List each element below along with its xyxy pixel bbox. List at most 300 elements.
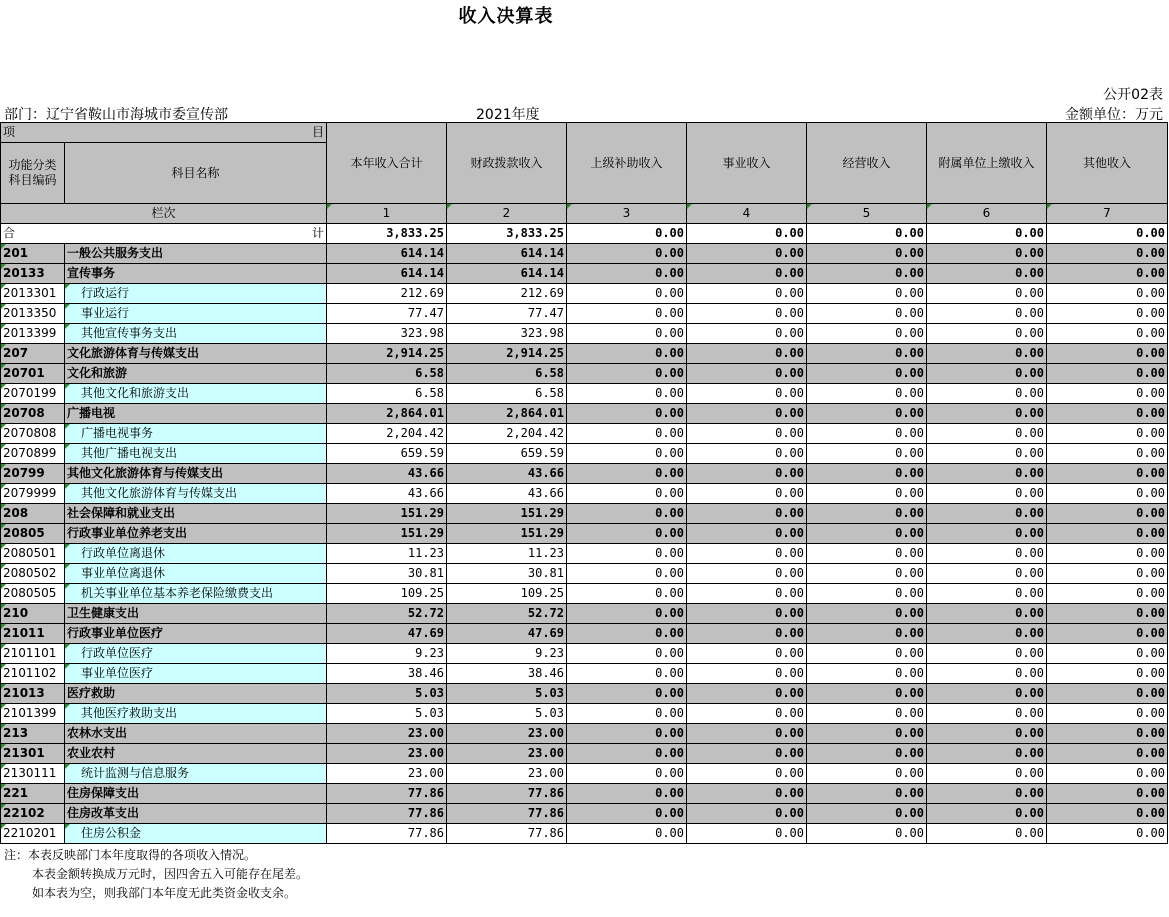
total-value-cell: 151.29 [327,504,447,524]
item-left-label: 项 [3,125,16,139]
subject-code-cell: 2210201 [1,824,65,844]
table-row [1,504,1168,524]
total-value-cell: 77.47 [327,304,447,324]
subject-code-cell: 2013301 [1,284,65,304]
fiscal-value-cell: 212.69 [447,284,567,304]
subject-name-cell: 行政单位医疗 [65,644,327,664]
subject-name-cell: 农林水支出 [65,724,327,744]
zero-value-cell: 0.00 [1047,564,1168,584]
zero-value-cell: 0.00 [567,784,687,804]
fiscal-value-cell: 659.59 [447,444,567,464]
zero-value-cell: 0.00 [687,704,807,724]
total-value-cell: 43.66 [327,484,447,504]
zero-value-cell: 0.00 [807,624,927,644]
subject-name-cell: 行政单位离退休 [65,544,327,564]
zero-value-cell: 0.00 [927,604,1047,624]
fiscal-value-cell: 47.69 [447,624,567,644]
zero-value-cell: 0.00 [807,264,927,284]
zero-value-cell: 0.00 [1047,364,1168,384]
zero-value-cell: 0.00 [807,484,927,504]
zero-value-cell: 0.00 [567,764,687,784]
total-value-cell: 2,914.25 [327,344,447,364]
subject-code-cell: 2070899 [1,444,65,464]
table-row [1,824,1168,844]
zero-value-cell: 0.00 [1047,684,1168,704]
subject-code-cell: 20701 [1,364,65,384]
zero-value-cell: 0.00 [927,244,1047,264]
subject-name-cell: 其他医疗救助支出 [65,704,327,724]
col-superior-header: 上级补助收入 [567,123,687,204]
fiscal-value-cell: 23.00 [447,764,567,784]
zero-value-cell: 0.00 [687,584,807,604]
subject-name-cell: 广播电视事务 [65,424,327,444]
subject-code-cell: 208 [1,504,65,524]
total-right-label: 计 [311,226,324,240]
zero-value-cell: 0.00 [687,744,807,764]
zero-value-cell: 0.00 [807,284,927,304]
fiscal-value-cell: 614.14 [447,244,567,264]
zero-value-cell: 0.00 [927,484,1047,504]
total-value-cell: 5.03 [327,684,447,704]
total-value-cell: 9.23 [327,644,447,664]
zero-value-cell: 0.00 [567,324,687,344]
total-value-cell: 11.23 [327,544,447,564]
fiscal-value-cell: 23.00 [447,744,567,764]
zero-value-cell: 0.00 [567,284,687,304]
subject-name-cell: 住房保障支出 [65,784,327,804]
table-row [1,424,1168,444]
total-value-cell: 614.14 [327,264,447,284]
subject-name-cell: 一般公共服务支出 [65,244,327,264]
table-row [1,724,1168,744]
zero-value-cell: 0.00 [567,404,687,424]
fiscal-value-cell: 77.86 [447,804,567,824]
zero-value-cell: 0.00 [807,424,927,444]
fiscal-value-cell: 77.86 [447,824,567,844]
zero-value-cell: 0.00 [807,444,927,464]
column-index-cell: 6 [927,204,1047,224]
subject-name-header: 科目名称 [65,143,327,204]
item-header-cell [1,123,327,143]
subject-name-cell: 其他宣传事务支出 [65,324,327,344]
subject-code-cell: 2101102 [1,664,65,684]
zero-value-cell: 0.00 [687,424,807,444]
table-row [1,544,1168,564]
zero-value-cell: 0.00 [567,644,687,664]
zero-value-cell: 0.00 [1047,744,1168,764]
zero-value-cell: 0.00 [687,544,807,564]
zero-value-cell: 0.00 [567,344,687,364]
zero-value-cell: 0.00 [567,244,687,264]
table-row [1,764,1168,784]
zero-value-cell: 0.00 [1047,544,1168,564]
total-value-cell: 38.46 [327,664,447,684]
subject-name-cell: 其他广播电视支出 [65,444,327,464]
zero-value-cell: 0.00 [807,244,927,264]
zero-value-cell: 0.00 [1047,444,1168,464]
zero-value-cell: 0.00 [687,824,807,844]
zero-value-cell: 0.00 [807,504,927,524]
fiscal-value-cell: 77.47 [447,304,567,324]
zero-value-cell: 0.00 [567,464,687,484]
subject-code-cell: 20133 [1,264,65,284]
subject-name-cell: 宣传事务 [65,264,327,284]
zero-value-cell: 0.00 [927,324,1047,344]
total-value-cell: 212.69 [327,284,447,304]
zero-value-cell: 0.00 [807,644,927,664]
fiscal-value-cell: 77.86 [447,784,567,804]
table-row [1,244,1168,264]
income-table [0,122,1168,844]
subject-name-cell: 住房改革支出 [65,804,327,824]
fiscal-value-cell: 5.03 [447,704,567,724]
zero-value-cell: 0.00 [807,724,927,744]
subject-name-cell: 住房公积金 [65,824,327,844]
table-row [1,684,1168,704]
zero-value-cell: 0.00 [1047,764,1168,784]
zero-value-cell: 0.00 [687,484,807,504]
subject-code-cell: 2080502 [1,564,65,584]
table-row [1,704,1168,724]
subject-code-cell: 201 [1,244,65,264]
zero-value-cell: 0.00 [1047,384,1168,404]
table-row [1,284,1168,304]
column-index-cell: 3 [567,204,687,224]
column-index-cell: 1 [327,204,447,224]
fiscal-value-cell: 5.03 [447,684,567,704]
zero-value-cell: 0.00 [807,544,927,564]
zero-value-cell: 0.00 [687,784,807,804]
zero-value-cell: 0.00 [567,444,687,464]
notes [4,846,308,903]
zero-value-cell: 0.00 [687,624,807,644]
fiscal-value-cell: 38.46 [447,664,567,684]
zero-value-cell: 0.00 [927,504,1047,524]
subject-code-cell: 2101101 [1,644,65,664]
table-row [1,264,1168,284]
zero-value-cell: 0.00 [687,364,807,384]
subject-code-cell: 2013350 [1,304,65,324]
subject-name-cell: 广播电视 [65,404,327,424]
subject-code-cell: 2130111 [1,764,65,784]
zero-value-cell: 0.00 [687,324,807,344]
department-label: 部门：辽宁省鞍山市海城市委宣传部 [4,107,228,123]
zero-value-cell: 0.00 [927,264,1047,284]
zero-value-cell: 0.00 [927,564,1047,584]
zero-value-cell: 0.00 [807,784,927,804]
zero-value-cell: 0.00 [807,684,927,704]
subject-name-cell: 文化旅游体育与传媒支出 [65,344,327,364]
subject-code-cell: 221 [1,784,65,804]
subject-name-cell: 事业单位医疗 [65,664,327,684]
zero-value-cell: 0.00 [1047,724,1168,744]
total-value-cell: 323.98 [327,324,447,344]
zero-value-cell: 0.00 [807,384,927,404]
zero-value-cell: 0.00 [567,624,687,644]
col-other-header: 其他收入 [1047,123,1168,204]
fiscal-value-cell: 109.25 [447,584,567,604]
column-index-cell: 2 [447,204,567,224]
zero-value-cell: 0.00 [927,824,1047,844]
table-row [1,444,1168,464]
zero-value-cell: 0.00 [567,524,687,544]
zero-value-cell: 0.00 [1047,244,1168,264]
fiscal-value-cell: 6.58 [447,364,567,384]
subject-name-cell: 农业农村 [65,744,327,764]
total-value-cell: 2,864.01 [327,404,447,424]
zero-value-cell: 0.00 [807,344,927,364]
table-row [1,644,1168,664]
total-left-label: 合 [3,226,16,240]
fiscal-value-cell: 6.58 [447,384,567,404]
table-row [1,564,1168,584]
total-value-cell: 0.00 [927,224,1047,244]
table-row [1,524,1168,544]
zero-value-cell: 0.00 [687,684,807,704]
table-row [1,484,1168,504]
page-title: 收入决算表 [458,6,554,27]
total-value-cell: 43.66 [327,464,447,484]
zero-value-cell: 0.00 [1047,484,1168,504]
subject-code-cell: 2101399 [1,704,65,724]
zero-value-cell: 0.00 [807,804,927,824]
zero-value-cell: 0.00 [567,504,687,524]
total-value-cell: 77.86 [327,824,447,844]
total-value-cell: 2,204.42 [327,424,447,444]
column-index-cell: 5 [807,204,927,224]
zero-value-cell: 0.00 [567,684,687,704]
table-row [1,744,1168,764]
total-value-cell: 52.72 [327,604,447,624]
subject-name-cell: 卫生健康支出 [65,604,327,624]
zero-value-cell: 0.00 [807,764,927,784]
zero-value-cell: 0.00 [1047,464,1168,484]
zero-value-cell: 0.00 [1047,404,1168,424]
zero-value-cell: 0.00 [927,524,1047,544]
zero-value-cell: 0.00 [687,804,807,824]
zero-value-cell: 0.00 [567,664,687,684]
table-row [1,664,1168,684]
subject-code-cell: 2070808 [1,424,65,444]
zero-value-cell: 0.00 [687,404,807,424]
zero-value-cell: 0.00 [927,464,1047,484]
subject-name-cell: 事业运行 [65,304,327,324]
zero-value-cell: 0.00 [807,664,927,684]
subject-name-cell: 行政事业单位医疗 [65,624,327,644]
col-fiscal-header: 财政拨款收入 [447,123,567,204]
table-row [1,464,1168,484]
zero-value-cell: 0.00 [687,304,807,324]
total-label-cell [1,224,327,244]
zero-value-cell: 0.00 [567,744,687,764]
subject-code-cell: 20799 [1,464,65,484]
zero-value-cell: 0.00 [807,304,927,324]
fiscal-value-cell: 30.81 [447,564,567,584]
zero-value-cell: 0.00 [927,644,1047,664]
zero-value-cell: 0.00 [567,804,687,824]
note-line: 本表金额转换成万元时，因四舍五入可能存在尾差。 [32,867,309,881]
subject-code-cell: 2079999 [1,484,65,504]
zero-value-cell: 0.00 [687,604,807,624]
zero-value-cell: 0.00 [807,404,927,424]
zero-value-cell: 0.00 [927,784,1047,804]
col-operating-header: 经营收入 [807,123,927,204]
total-value-cell: 151.29 [327,524,447,544]
subject-name-cell: 机关事业单位基本养老保险缴费支出 [65,584,327,604]
zero-value-cell: 0.00 [687,524,807,544]
zero-value-cell: 0.00 [927,704,1047,724]
zero-value-cell: 0.00 [807,364,927,384]
zero-value-cell: 0.00 [1047,644,1168,664]
zero-value-cell: 0.00 [687,504,807,524]
total-value-cell: 23.00 [327,764,447,784]
zero-value-cell: 0.00 [1047,584,1168,604]
zero-value-cell: 0.00 [687,664,807,684]
zero-value-cell: 0.00 [1047,524,1168,544]
zero-value-cell: 0.00 [687,444,807,464]
table-code: 公开02表 [1103,87,1163,103]
subject-code-cell: 22102 [1,804,65,824]
zero-value-cell: 0.00 [567,264,687,284]
year-label: 2021年度 [476,107,540,123]
total-value-cell: 23.00 [327,744,447,764]
zero-value-cell: 0.00 [567,484,687,504]
zero-value-cell: 0.00 [1047,504,1168,524]
fiscal-value-cell: 43.66 [447,464,567,484]
zero-value-cell: 0.00 [1047,344,1168,364]
subject-name-cell: 社会保障和就业支出 [65,504,327,524]
subject-name-cell: 其他文化旅游体育与传媒支出 [65,484,327,504]
total-value-cell: 3,833.25 [447,224,567,244]
zero-value-cell: 0.00 [927,344,1047,364]
zero-value-cell: 0.00 [1047,664,1168,684]
fiscal-value-cell: 2,914.25 [447,344,567,364]
zero-value-cell: 0.00 [1047,824,1168,844]
zero-value-cell: 0.00 [927,364,1047,384]
col-affiliated-header: 附属单位上缴收入 [927,123,1047,204]
table-row [1,784,1168,804]
fiscal-value-cell: 2,864.01 [447,404,567,424]
zero-value-cell: 0.00 [567,604,687,624]
zero-value-cell: 0.00 [567,584,687,604]
zero-value-cell: 0.00 [687,344,807,364]
total-value-cell: 0.00 [567,224,687,244]
subject-code-cell: 21301 [1,744,65,764]
subject-name-cell: 行政运行 [65,284,327,304]
subject-code-cell: 21011 [1,624,65,644]
fiscal-value-cell: 23.00 [447,724,567,744]
zero-value-cell: 0.00 [927,404,1047,424]
zero-value-cell: 0.00 [807,584,927,604]
zero-value-cell: 0.00 [1047,324,1168,344]
total-value-cell: 23.00 [327,724,447,744]
zero-value-cell: 0.00 [1047,804,1168,824]
subject-name-cell: 统计监测与信息服务 [65,764,327,784]
zero-value-cell: 0.00 [567,724,687,744]
table-row [1,404,1168,424]
fiscal-value-cell: 52.72 [447,604,567,624]
subject-code-cell: 21013 [1,684,65,704]
fiscal-value-cell: 11.23 [447,544,567,564]
zero-value-cell: 0.00 [927,764,1047,784]
total-value-cell: 3,833.25 [327,224,447,244]
zero-value-cell: 0.00 [1047,604,1168,624]
zero-value-cell: 0.00 [807,824,927,844]
table-row [1,304,1168,324]
item-right-label: 目 [311,125,324,139]
zero-value-cell: 0.00 [687,724,807,744]
zero-value-cell: 0.00 [927,384,1047,404]
total-value-cell: 0.00 [1047,224,1168,244]
subject-name-cell: 其他文化和旅游支出 [65,384,327,404]
zero-value-cell: 0.00 [927,444,1047,464]
fiscal-value-cell: 151.29 [447,504,567,524]
zero-value-cell: 0.00 [687,244,807,264]
table-row [1,624,1168,644]
subject-code-cell: 20708 [1,404,65,424]
total-value-cell: 6.58 [327,364,447,384]
subject-name-cell: 事业单位离退休 [65,564,327,584]
zero-value-cell: 0.00 [927,424,1047,444]
total-value-cell: 77.86 [327,784,447,804]
column-index-cell: 4 [687,204,807,224]
fiscal-value-cell: 151.29 [447,524,567,544]
total-value-cell: 109.25 [327,584,447,604]
total-value-cell: 659.59 [327,444,447,464]
subject-code-cell: 2013399 [1,324,65,344]
zero-value-cell: 0.00 [807,564,927,584]
zero-value-cell: 0.00 [687,564,807,584]
subject-code-cell: 213 [1,724,65,744]
subject-code-cell: 2080501 [1,544,65,564]
zero-value-cell: 0.00 [927,624,1047,644]
zero-value-cell: 0.00 [927,684,1047,704]
zero-value-cell: 0.00 [927,304,1047,324]
total-value-cell: 47.69 [327,624,447,644]
table-row [1,324,1168,344]
zero-value-cell: 0.00 [567,544,687,564]
zero-value-cell: 0.00 [1047,784,1168,804]
subject-name-cell: 医疗救助 [65,684,327,704]
note-line: 注：本表反映部门本年度取得的各项收入情况。 [4,848,257,862]
zero-value-cell: 0.00 [687,264,807,284]
zero-value-cell: 0.00 [1047,424,1168,444]
zero-value-cell: 0.00 [1047,624,1168,644]
fiscal-value-cell: 323.98 [447,324,567,344]
zero-value-cell: 0.00 [1047,264,1168,284]
zero-value-cell: 0.00 [927,284,1047,304]
col-total-header: 本年收入合计 [327,123,447,204]
total-value-cell: 614.14 [327,244,447,264]
func-code-header: 功能分类科目编码 [1,143,65,204]
zero-value-cell: 0.00 [1047,704,1168,724]
total-value-cell: 30.81 [327,564,447,584]
table-row [1,604,1168,624]
zero-value-cell: 0.00 [927,544,1047,564]
zero-value-cell: 0.00 [687,644,807,664]
subject-code-cell: 207 [1,344,65,364]
row-index-label: 栏次 [1,204,327,224]
fiscal-value-cell: 9.23 [447,644,567,664]
note-line: 如本表为空，则我部门本年度无此类资金收支余。 [32,886,297,900]
total-value-cell: 0.00 [687,224,807,244]
zero-value-cell: 0.00 [927,664,1047,684]
subject-name-cell: 其他文化旅游体育与传媒支出 [65,464,327,484]
subject-code-cell: 20805 [1,524,65,544]
zero-value-cell: 0.00 [567,424,687,444]
zero-value-cell: 0.00 [1047,284,1168,304]
zero-value-cell: 0.00 [687,284,807,304]
